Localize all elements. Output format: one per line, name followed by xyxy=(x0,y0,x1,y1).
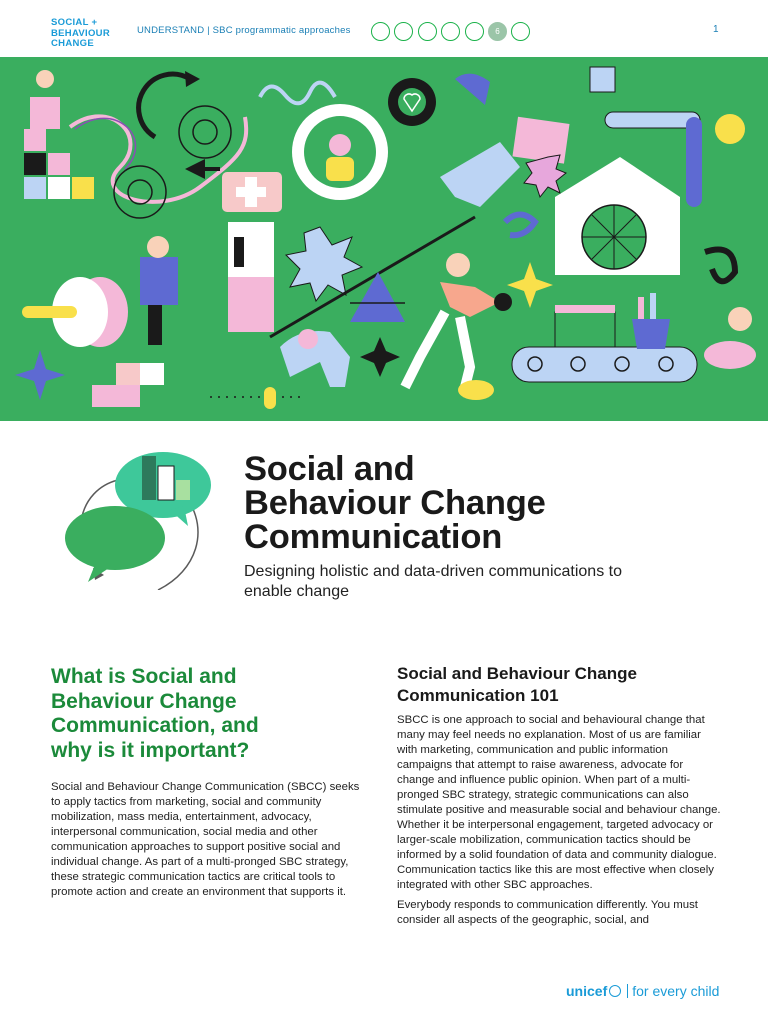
right-heading-line-2: Communication 101 xyxy=(397,686,559,705)
globe-icon xyxy=(609,985,621,997)
left-section-body: Social and Behaviour Change Communication (SBCC) seeks to apply tactics from marketing, social and community mobilization, mass media, entertainment, advocacy, interpersonal communication, social media and other communication approaches to support positive social and individual change. As part of a multi-pronged SBC strategy, these strategic communication tactics are critical tools to promote action and create an environment that supports it. xyxy=(51,781,360,898)
illustration-artwork xyxy=(0,57,768,421)
progress-dot-2[interactable] xyxy=(394,22,413,41)
page-subtitle: Designing holistic and data-driven communications to enable change xyxy=(244,563,622,600)
logo-line-2: BEHAVIOUR xyxy=(51,27,110,39)
progress-dot-6-current[interactable]: 6 xyxy=(488,22,507,41)
unicef-tagline: for every child xyxy=(632,983,720,999)
hero-illustration xyxy=(0,57,768,421)
logo-line-3: CHANGE xyxy=(51,38,94,49)
left-heading-line-2: Behaviour Change xyxy=(51,689,237,713)
page-number: 1 xyxy=(713,24,719,35)
breadcrumb[interactable]: UNDERSTAND | SBC programmatic approaches xyxy=(137,25,351,36)
page-title-line-2: Behaviour Change xyxy=(244,484,546,522)
sbc-logo xyxy=(51,18,110,50)
right-paragraph-2: Everybody responds to communication differently. You must consider all aspects of the geographic, social, and xyxy=(397,899,698,926)
progress-dot-5[interactable] xyxy=(465,22,484,41)
page-title-line-1: Social and xyxy=(244,450,415,488)
right-section-body xyxy=(397,713,722,933)
right-paragraph-1: SBCC is one approach to social and behavioural change that many may feel needs no explanation. Most of us are familiar with marketing, communication and public information campaigns that attempt to raise awareness, advocate for change and influence public opinion. When part of a multi-pronged SBC strategy, strategic communications can also stimulate positive and measurable social and behaviour change. Whether it be interpersonal engagement, targeted advocacy or larger-scale mobilization, communication tactics should be informed by a solid foundation of data and community dialogue. Communication tactics like this are most effective when closely integrated with other SBC approaches. xyxy=(397,714,721,891)
left-heading-line-3: Communication, and xyxy=(51,714,259,737)
progress-dots xyxy=(371,22,530,41)
progress-dot-7[interactable] xyxy=(511,22,530,41)
logo-line-1: SOCIAL + xyxy=(51,17,98,28)
right-section-heading xyxy=(397,663,717,707)
logo-divider xyxy=(627,984,628,998)
left-heading-line-1: What is Social and xyxy=(51,665,237,688)
left-heading-line-4: why is it important? xyxy=(51,738,250,762)
progress-dot-4[interactable] xyxy=(441,22,460,41)
right-heading-line-1: Social and Behaviour Change xyxy=(397,664,637,683)
unicef-brand: unicef xyxy=(566,983,608,999)
progress-dot-1[interactable] xyxy=(371,22,390,41)
page-title xyxy=(244,452,546,554)
unicef-logo xyxy=(566,983,719,999)
speech-bubbles-icon xyxy=(58,450,218,590)
progress-dot-3[interactable] xyxy=(418,22,437,41)
left-section-heading xyxy=(51,665,341,763)
page-title-line-3: Communication xyxy=(244,518,503,556)
